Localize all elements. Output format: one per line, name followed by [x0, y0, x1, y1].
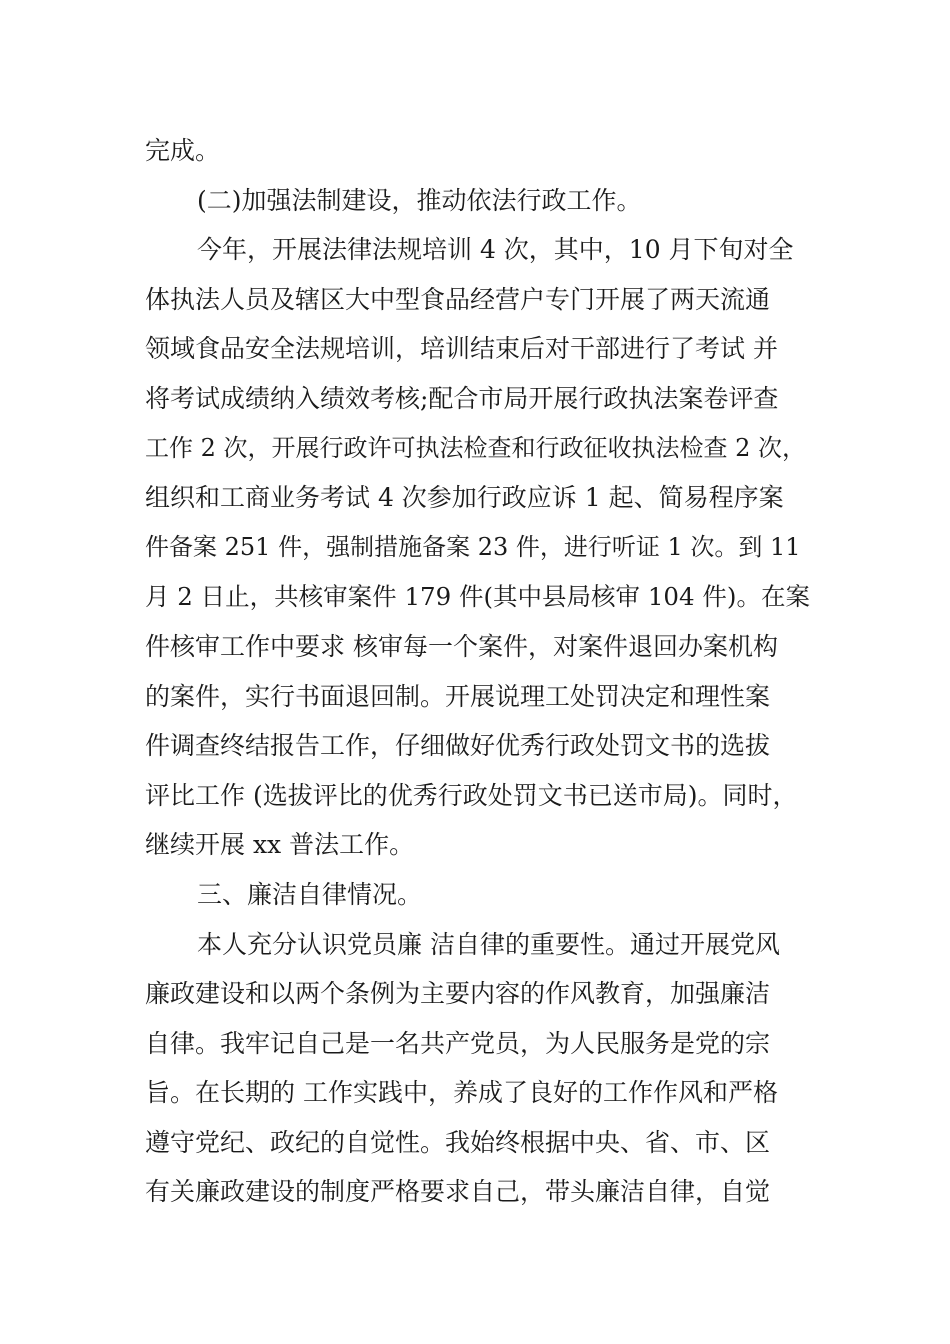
text-line: 本人充分认识党员廉 洁自律的重要性。通过开展党风	[197, 929, 780, 959]
section-heading: 三、廉洁自律情况。	[197, 879, 423, 909]
text-line: 月 2 日止，共核审案件 179 件(其中县局核审 104 件)。在案	[145, 582, 810, 612]
text-line: 工作 2 次，开展行政许可执法检查和行政征收执法检查 2 次，	[145, 433, 807, 462]
text-line: 体执法人员及辖区大中型食品经营户专门开展了两天流通	[145, 284, 771, 314]
text-line: 件备案 251 件，强制措施备案 23 件，进行听证 1 次。到 11	[145, 532, 801, 561]
text-line: 件核审工作中要求 核审每一个案件，对案件退回办案机构	[145, 631, 778, 661]
text-line: 的案件，实行书面退回制。开展说理工处罚决定和理性案	[145, 681, 771, 711]
text-line: 完成。	[145, 136, 221, 165]
text-line: 旨。在长期的 工作实践中，养成了良好的工作作风和严格	[145, 1078, 778, 1108]
text-line: 有关廉政建设的制度严格要求自己，带头廉洁自律，自觉	[145, 1177, 771, 1207]
text-line: 件调查终结报告工作，仔细做好优秀行政处罚文书的选拔	[145, 731, 771, 761]
document-body	[145, 126, 810, 1217]
text-line: 廉政建设和以两个条例为主要内容的作风教育，加强廉洁	[145, 979, 771, 1009]
text-line: 自律。我牢记自己是一名共产党员，为人民服务是党的宗	[145, 1028, 771, 1058]
text-line: 将考试成绩纳入绩效考核;配合市局开展行政执法案卷评查	[145, 383, 779, 413]
text-line: 继续开展 xx 普法工作。	[145, 830, 415, 860]
text-line: 评比工作 (选拔评比的优秀行政处罚文书已送市局)。同时，	[145, 780, 798, 810]
text-line: 遵守党纪、政纪的自觉性。我始终根据中央、省、市、区	[145, 1127, 771, 1157]
section-heading: (二)加强法制建设，推动依法行政工作。	[197, 185, 642, 215]
text-line: 领域食品安全法规培训，培训结束后对干部进行了考试 并	[145, 334, 778, 364]
text-line: 今年，开展法律法规培训 4 次，其中，10 月下旬对全	[197, 235, 794, 265]
text-line: 组织和工商业务考试 4 次参加行政应诉 1 起、简易程序案	[145, 483, 784, 513]
